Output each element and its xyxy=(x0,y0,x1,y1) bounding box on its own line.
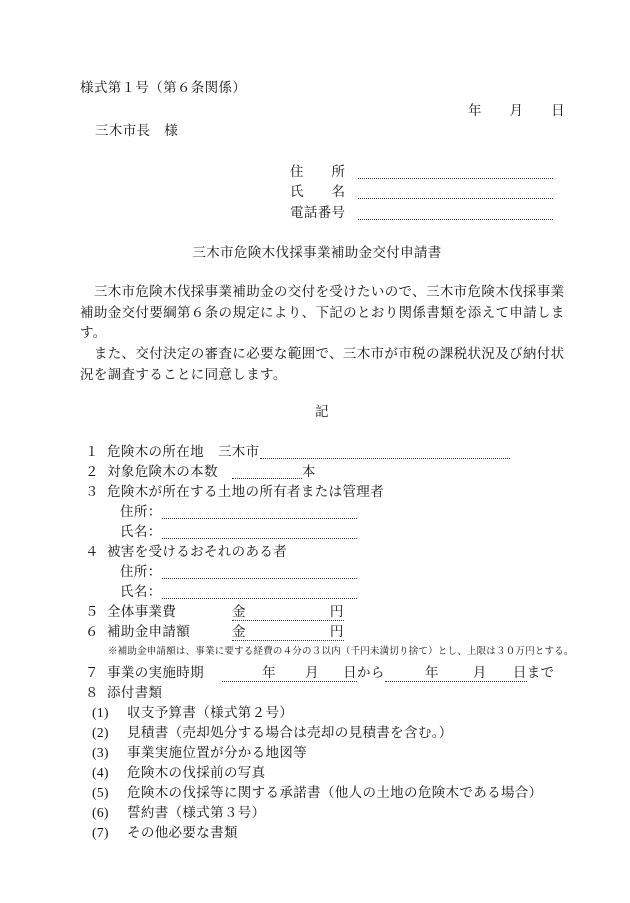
attachment-text: 危険木の伐採前の写真 xyxy=(127,764,266,780)
item-label: 危険木の所在地 xyxy=(107,444,204,459)
item-label: 添付書類 xyxy=(107,684,163,700)
land-owner-address-row xyxy=(0,502,630,522)
attachment-text: 収支予算書（様式第２号） xyxy=(127,704,294,720)
land-owner-name-label: 氏名： xyxy=(120,524,162,540)
attachment-text: 事業実施位置が分かる地図等 xyxy=(127,744,308,760)
end-year: 年 xyxy=(424,664,439,680)
start-month: 月 xyxy=(305,664,319,680)
body-paragraph xyxy=(80,282,565,386)
yen-prefix: 金 xyxy=(232,624,246,640)
attachment-item xyxy=(0,743,630,763)
body-line: す。 xyxy=(80,325,107,341)
attachment-item xyxy=(0,763,630,783)
applicant-address-line xyxy=(358,164,553,179)
applicant-name-label: 氏 名 xyxy=(290,184,346,199)
item-land-owner xyxy=(0,482,630,502)
applicant-name-row xyxy=(290,182,553,202)
land-owner-name-row xyxy=(0,522,630,542)
land-owner-address-line xyxy=(162,504,357,519)
applicant-phone-row xyxy=(290,203,553,223)
start-day: 日 xyxy=(343,664,357,680)
ki-heading: 記 xyxy=(315,404,329,419)
yen-unit: 円 xyxy=(329,604,344,620)
applicant-name-line xyxy=(358,184,553,199)
item-number: ４ xyxy=(85,544,99,560)
attachment-number: (4) xyxy=(92,764,109,780)
yen-prefix: 金 xyxy=(232,604,246,620)
affected-party-address-label: 住所： xyxy=(120,564,162,580)
end-month: 月 xyxy=(472,664,487,680)
item-total-cost xyxy=(0,602,630,622)
attachment-text: その他必要な書類 xyxy=(127,824,238,840)
subsidy-note: ※補助金申請額は、事業に要する経費の４分の３以内（千円未満切り捨て）とし、上限は３０万円とする。 xyxy=(108,647,574,658)
attachment-item xyxy=(0,823,630,843)
period-until: まで xyxy=(526,664,555,680)
period-start-date xyxy=(222,665,357,682)
item-label: 全体事業費 xyxy=(107,604,177,620)
attachment-item xyxy=(0,803,630,823)
period-from: から xyxy=(357,664,385,680)
addressee: 三木市長 様 xyxy=(95,123,179,138)
attachment-item xyxy=(0,703,630,723)
location-blank-line xyxy=(260,444,510,459)
attachment-item xyxy=(0,723,630,743)
land-owner-address-label: 住所： xyxy=(120,504,162,520)
end-day: 日 xyxy=(512,664,527,680)
period-end-date xyxy=(385,665,527,682)
item-label: 事業の実施時期 xyxy=(107,664,204,680)
subsidy-amount-field xyxy=(232,624,344,641)
attachment-text: 誓約書（様式第３号） xyxy=(127,804,266,820)
item-attachments xyxy=(0,683,630,703)
total-cost-amount-field xyxy=(232,604,344,621)
applicant-phone-label: 電話番号 xyxy=(290,205,346,220)
start-year: 年 xyxy=(262,664,276,680)
item-affected-party xyxy=(0,542,630,562)
item-number: ５ xyxy=(85,604,99,620)
item-tree-count xyxy=(0,462,630,482)
affected-party-name-label: 氏名： xyxy=(120,584,162,600)
affected-party-name-row xyxy=(0,582,630,602)
applicant-address-row xyxy=(290,162,553,182)
attachment-item xyxy=(0,783,630,803)
body-line: また、交付決定の審査に必要な範囲で、三木市が市税の課税状況及び納付状 xyxy=(80,346,565,362)
item-number: ８ xyxy=(85,684,99,700)
item-label: 危険木が所在する土地の所有者または管理者 xyxy=(107,484,384,500)
attachment-number: (3) xyxy=(92,744,109,760)
date-line: 年 月 日 xyxy=(468,103,565,118)
attachment-number: (7) xyxy=(92,824,109,840)
attachment-text: 見積書（売却処分する場合は売却の見積書を含む。） xyxy=(127,724,453,740)
item-number: ３ xyxy=(85,484,99,500)
item-label: 被害を受けるおそれのある者 xyxy=(107,544,288,560)
applicant-address-label: 住 所 xyxy=(290,164,346,179)
document-title: 三木市危険木伐採事業補助金交付申請書 xyxy=(192,245,442,260)
attachment-number: (2) xyxy=(92,724,109,740)
item-number: ７ xyxy=(85,664,99,680)
item-project-period xyxy=(0,663,630,683)
tree-count-blank-line xyxy=(232,464,302,479)
affected-party-name-line xyxy=(162,584,357,599)
land-owner-name-line xyxy=(162,524,357,539)
item-label: 補助金申請額 xyxy=(107,624,191,640)
item-subsidy-amount xyxy=(0,622,630,642)
item-number: ２ xyxy=(85,464,99,480)
subsidy-note-row xyxy=(0,642,630,662)
item-location xyxy=(0,442,630,462)
attachment-number: (5) xyxy=(92,784,109,800)
attachment-number: (1) xyxy=(92,704,109,720)
affected-party-address-row xyxy=(0,562,630,582)
item-number: １ xyxy=(85,444,99,459)
body-line: 補助金交付要綱第６条の規定により、下記のとおり関係書類を添えて申請しま xyxy=(80,304,565,320)
items-list xyxy=(0,442,630,843)
item-label: 対象危険木の本数 xyxy=(107,464,218,480)
location-city: 三木市 xyxy=(217,444,260,459)
item-number: ６ xyxy=(85,624,99,640)
yen-unit: 円 xyxy=(329,624,344,640)
affected-party-address-line xyxy=(162,564,357,579)
tree-count-unit: 本 xyxy=(301,464,316,480)
body-line: 況を調査することに同意します。 xyxy=(80,366,287,382)
attachment-text: 危険木の伐採等に関する承諾書（他人の土地の危険木である場合） xyxy=(127,784,543,800)
body-line: 三木市危険木伐採事業補助金の交付を受けたいので、三木市危険木伐採事業 xyxy=(80,284,565,299)
applicant-phone-line xyxy=(358,205,553,220)
form-number: 様式第１号（第６条関係） xyxy=(80,80,247,95)
attachment-number: (6) xyxy=(92,804,109,820)
